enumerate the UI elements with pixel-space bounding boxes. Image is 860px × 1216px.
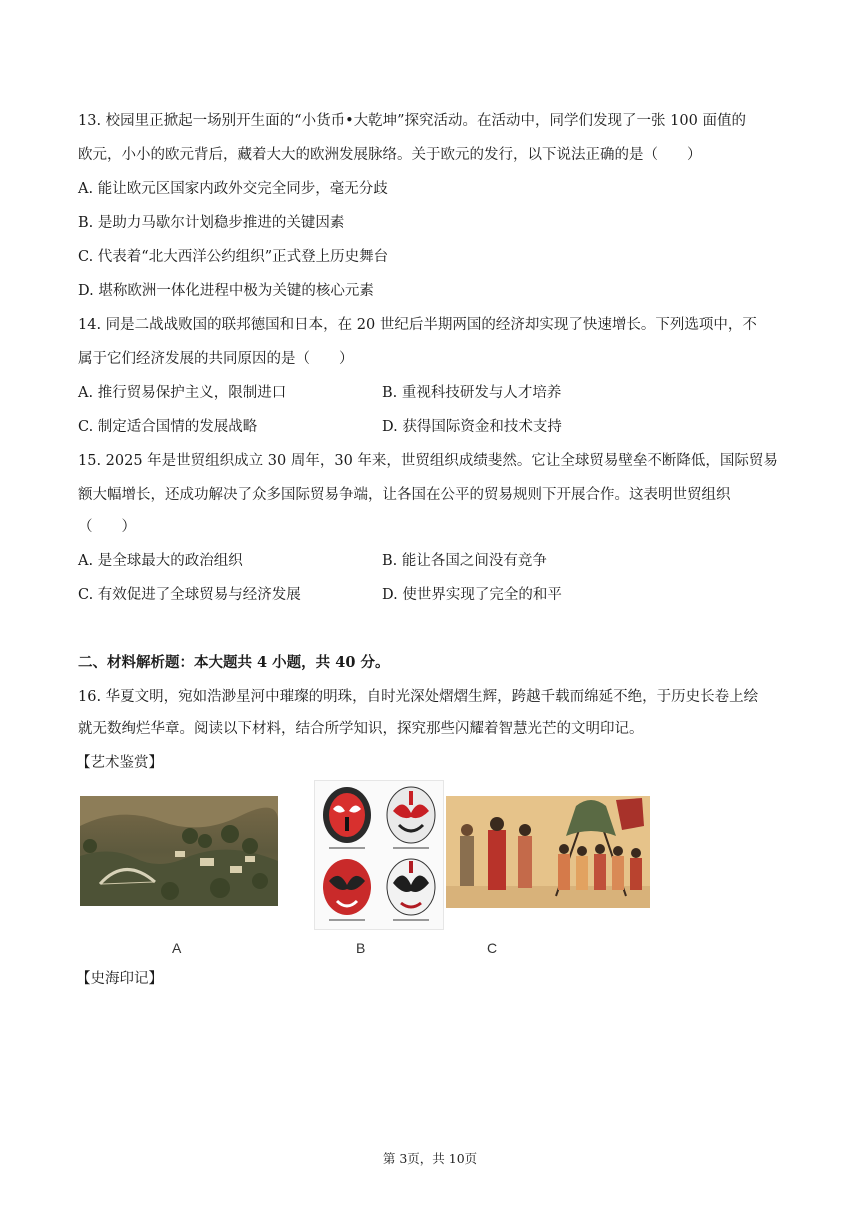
figure-b-opera-masks xyxy=(314,780,444,930)
q14-line-2: 属于它们经济发展的共同原因的是（ ） xyxy=(78,351,354,367)
q13-option-c: C. 代表着“北大西洋公约组织”正式登上历史舞台 xyxy=(78,249,389,265)
q13-line-2: 欧元，小小的欧元背后，藏着大大的欧洲发展脉络。关于欧元的发行，以下说法正确的是（ ） xyxy=(78,147,702,163)
q13-line-1: 13. 校园里正掀起一场别开生面的“小货币•大乾坤”探究活动。在活动中，同学们发现了一张 100 面值的 xyxy=(78,113,746,129)
history-heading: 【史海印记】 xyxy=(76,971,163,987)
q16-line-2: 就无数绚烂华章。阅读以下材料，结合所学知识，探究那些闪耀着智慧光芒的文明印记。 xyxy=(78,721,644,737)
q16-line-1: 16. 华夏文明，宛如浩渺星河中璀璨的明珠，自时光深处熠熠生辉，跨越千载而绵延不绝，于历史长卷上绘 xyxy=(78,689,759,705)
q13-option-a: A. 能让欧元区国家内政外交完全同步，毫无分歧 xyxy=(78,181,388,197)
q15-line-1: 15. 2025 年是世贸组织成立 30 周年，30 年来，世贸组织成绩斐然。它让全球贸易壁垒不断降低，国际贸易 xyxy=(78,453,778,469)
q15-option-d: D. 使世界实现了完全的和平 xyxy=(382,587,562,603)
figure-people xyxy=(460,817,532,890)
section-heading: 二、材料解析题：本大题共 4 小题，共 40 分。 xyxy=(78,654,390,671)
q14-option-b: B. 重视科技研发与人才培养 xyxy=(382,385,562,401)
q15-option-b: B. 能让各国之间没有竞争 xyxy=(382,553,547,569)
q13-option-d: D. 堪称欧洲一体化进程中极为关键的核心元素 xyxy=(78,283,374,299)
figure-a-label: A xyxy=(172,940,182,956)
figure-b-label: B xyxy=(356,940,366,956)
figure-a-painting xyxy=(80,796,278,906)
q15-option-c: C. 有效促进了全球贸易与经济发展 xyxy=(78,587,301,603)
q14-option-a: A. 推行贸易保护主义，限制进口 xyxy=(78,385,287,401)
q14-option-c: C. 制定适合国情的发展战略 xyxy=(78,419,258,435)
q13-option-b: B. 是助力马歇尔计划稳步推进的关键因素 xyxy=(78,215,345,231)
page-footer: 第 3页，共 10页 xyxy=(382,1151,478,1166)
q15-line-3: （ ） xyxy=(78,519,136,535)
figure-c-label: C xyxy=(487,940,498,956)
figure-c-court-painting xyxy=(446,796,650,908)
q15-line-2: 额大幅增长，还成功解决了众多国际贸易争端，让各国在公平的贸易规则下开展合作。这表明世贸组织 xyxy=(78,487,731,503)
art-heading: 【艺术鉴赏】 xyxy=(76,755,163,771)
q15-option-a: A. 是全球最大的政治组织 xyxy=(78,553,243,569)
q14-option-d: D. 获得国际资金和技术支持 xyxy=(382,419,562,435)
q14-line-1: 14. 同是二战战败国的联邦德国和日本，在 20 世纪后半期两国的经济却实现了快速增长。下列选项中，不 xyxy=(78,317,757,333)
mask-icon xyxy=(323,787,371,843)
